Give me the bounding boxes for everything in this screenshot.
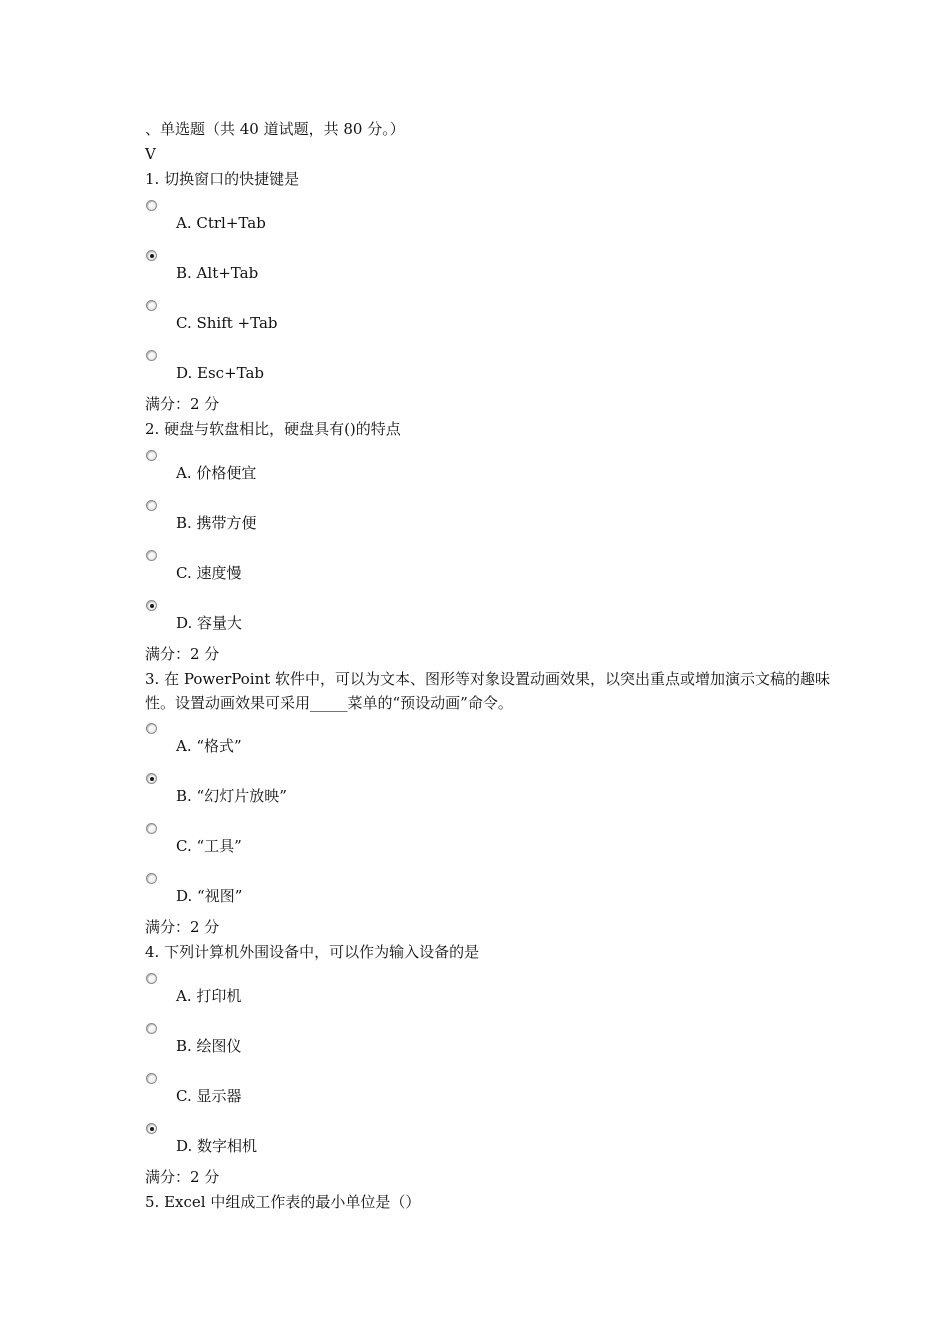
question-text: 1. 切换窗口的快捷键是 xyxy=(145,170,300,188)
option-label: A. “格式” xyxy=(176,737,242,755)
question-2 xyxy=(145,417,845,667)
question-3 xyxy=(145,667,845,940)
radio-button[interactable] xyxy=(146,350,157,361)
exam-content xyxy=(145,117,845,1215)
option-label: C. 显示器 xyxy=(176,1087,242,1105)
option-b[interactable] xyxy=(145,765,845,815)
radio-button[interactable] xyxy=(146,1073,157,1084)
question-5 xyxy=(145,1190,845,1215)
question-score: 满分：2 分 xyxy=(145,645,220,663)
option-label: A. Ctrl+Tab xyxy=(176,214,266,232)
option-label: D. 容量大 xyxy=(176,614,243,632)
option-a[interactable] xyxy=(145,442,845,492)
option-label: D. “视图” xyxy=(176,887,243,905)
option-c[interactable] xyxy=(145,1065,845,1115)
option-label: D. Esc+Tab xyxy=(176,364,265,382)
section-header: 、单选题（共 40 道试题，共 80 分。） xyxy=(145,120,405,138)
option-b[interactable] xyxy=(145,492,845,542)
option-b[interactable] xyxy=(145,242,845,292)
option-label: C. 速度慢 xyxy=(176,564,242,582)
option-d[interactable] xyxy=(145,1115,845,1165)
radio-button[interactable] xyxy=(146,300,157,311)
radio-button-selected[interactable] xyxy=(146,250,157,261)
option-b[interactable] xyxy=(145,1015,845,1065)
option-label: A. 打印机 xyxy=(176,987,242,1005)
option-label: B. 携带方便 xyxy=(176,514,257,532)
option-a[interactable] xyxy=(145,715,845,765)
radio-button[interactable] xyxy=(146,723,157,734)
question-score: 满分：2 分 xyxy=(145,918,220,936)
radio-button-selected[interactable] xyxy=(146,1123,157,1134)
option-d[interactable] xyxy=(145,342,845,392)
option-d[interactable] xyxy=(145,592,845,642)
radio-button[interactable] xyxy=(146,500,157,511)
option-c[interactable] xyxy=(145,292,845,342)
question-text: 4. 下列计算机外围设备中，可以作为输入设备的是 xyxy=(145,943,480,961)
question-score: 满分：2 分 xyxy=(145,1168,220,1186)
question-score: 满分：2 分 xyxy=(145,395,220,413)
option-c[interactable] xyxy=(145,815,845,865)
option-label: C. Shift +Tab xyxy=(176,314,278,332)
radio-button[interactable] xyxy=(146,873,157,884)
radio-button[interactable] xyxy=(146,823,157,834)
option-label: B. “幻灯片放映” xyxy=(176,787,287,805)
option-d[interactable] xyxy=(145,865,845,915)
question-text: 5. Excel 中组成工作表的最小单位是（） xyxy=(145,1193,421,1211)
option-c[interactable] xyxy=(145,542,845,592)
question-text: 2. 硬盘与软盘相比，硬盘具有()的特点 xyxy=(145,420,401,438)
question-1 xyxy=(145,167,845,417)
question-text: 3. 在 PowerPoint 软件中，可以为文本、图形等对象设置动画效果，以突出重点或增加演示文稿的趣味性。设置动画效果可采用_____菜单的“预设动画”命令。 xyxy=(145,670,831,712)
question-4 xyxy=(145,940,845,1190)
section-marker: V xyxy=(145,145,156,163)
option-label: D. 数字相机 xyxy=(176,1137,258,1155)
option-label: A. 价格便宜 xyxy=(176,464,257,482)
radio-button[interactable] xyxy=(146,200,157,211)
option-label: B. Alt+Tab xyxy=(176,264,259,282)
option-label: B. 绘图仪 xyxy=(176,1037,242,1055)
option-a[interactable] xyxy=(145,192,845,242)
radio-button-selected[interactable] xyxy=(146,773,157,784)
radio-button-selected[interactable] xyxy=(146,600,157,611)
radio-button[interactable] xyxy=(146,973,157,984)
radio-button[interactable] xyxy=(146,450,157,461)
option-a[interactable] xyxy=(145,965,845,1015)
option-label: C. “工具” xyxy=(176,837,242,855)
radio-button[interactable] xyxy=(146,1023,157,1034)
radio-button[interactable] xyxy=(146,550,157,561)
